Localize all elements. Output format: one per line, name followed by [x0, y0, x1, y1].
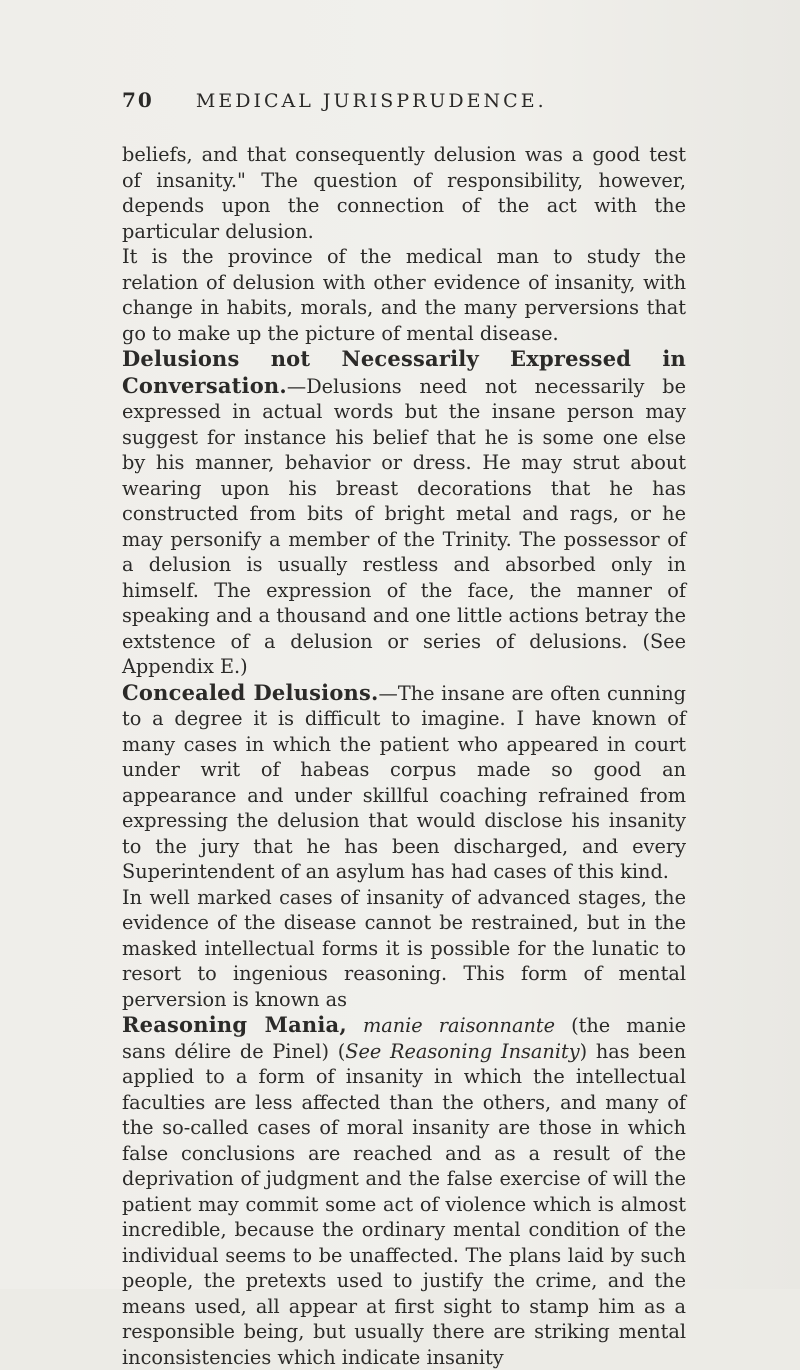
paragraph-masked-forms: In well marked cases of insanity of advanced stages, the evidence of the disease cannot be restrained, but in the masked intellectual forms it is possible for the lunatic to resort to ingenious reasoning. This form of mental perversion is known as: [122, 885, 686, 1011]
paragraph-text: (the manie sans délire de Pinel) (: [122, 1014, 686, 1063]
paragraph-concealed-delusions: [122, 680, 686, 885]
section-heading-concealed-delusions: Concealed Delusions.: [122, 679, 379, 705]
page-number: 70: [122, 88, 154, 112]
paragraph-delusions-conversation: [122, 346, 686, 680]
running-header: [122, 88, 682, 112]
italic-term: manie raisonnante: [362, 1014, 556, 1037]
paragraph-continued: beliefs, and that consequently delusion was a good test of insanity." The question of responsibility, however, depends upon the connection of the act with the particular delusion.: [122, 143, 686, 243]
paragraph-province: It is the province of the medical man to study the relation of delusion with other evidence of insanity, with change in habits, morals, and the many perversions that go to make up the picture of mental disease.: [122, 245, 686, 345]
running-title: MEDICAL JURISPRUDENCE.: [195, 90, 547, 112]
paragraph-reasoning-mania: [122, 1012, 686, 1370]
paragraph-text: —The insane are often cunning to a degree it is difficult to imagine. I have known of many cases in which the patient who appeared in court under writ of habeas corpus made so good an appearance and under skillful coaching refrained from expressing the delusion that would disclose his insanity to the jury that he has been discharged, and every Superintendent of an asylum has had cases of this kind.: [122, 681, 686, 883]
page-body: [122, 142, 686, 1370]
section-heading-reasoning-mania: Reasoning Mania,: [122, 1012, 347, 1037]
italic-reference: See Reasoning Insanity: [345, 1039, 580, 1063]
paragraph-text: —Delusions need not necessarily be expressed in actual words but the insane person may suggest for instance his belief that he is some one else by his manner, behavior or dress. He may strut about wearing upon his breast decorations that he has constructed from bits of bright metal and rags, or he may personify a member of the Trinity. The possessor of a delusion is usually restless and absorbed only in himself. The expression of the face, the manner of speaking and a thousand and one little actions betray the extstence of a delusion or series of delusions. (See Appendix E.): [122, 374, 686, 678]
paragraph-text: ) has been applied to a form of insanity in which the intellectual faculties are less affected than the others, and many of the so-called cases of moral insanity are those in which false conclusions are reached and as a result of the deprivation of judgment and the false exercise of will the patient may commit some act of violence which is almost incredible, because the ordinary mental condition of the individual seems to be unaffected. The plans laid by such people, the pretexts used to justify the crime, and the means used, all appear at first sight to stamp him as a responsible being, but usually there are striking mental inconsistencies which indicate insanity: [122, 1039, 686, 1369]
section-heading-delusions-conversation: Delusions not Necessarily Expressed in Conversation.: [122, 346, 686, 398]
